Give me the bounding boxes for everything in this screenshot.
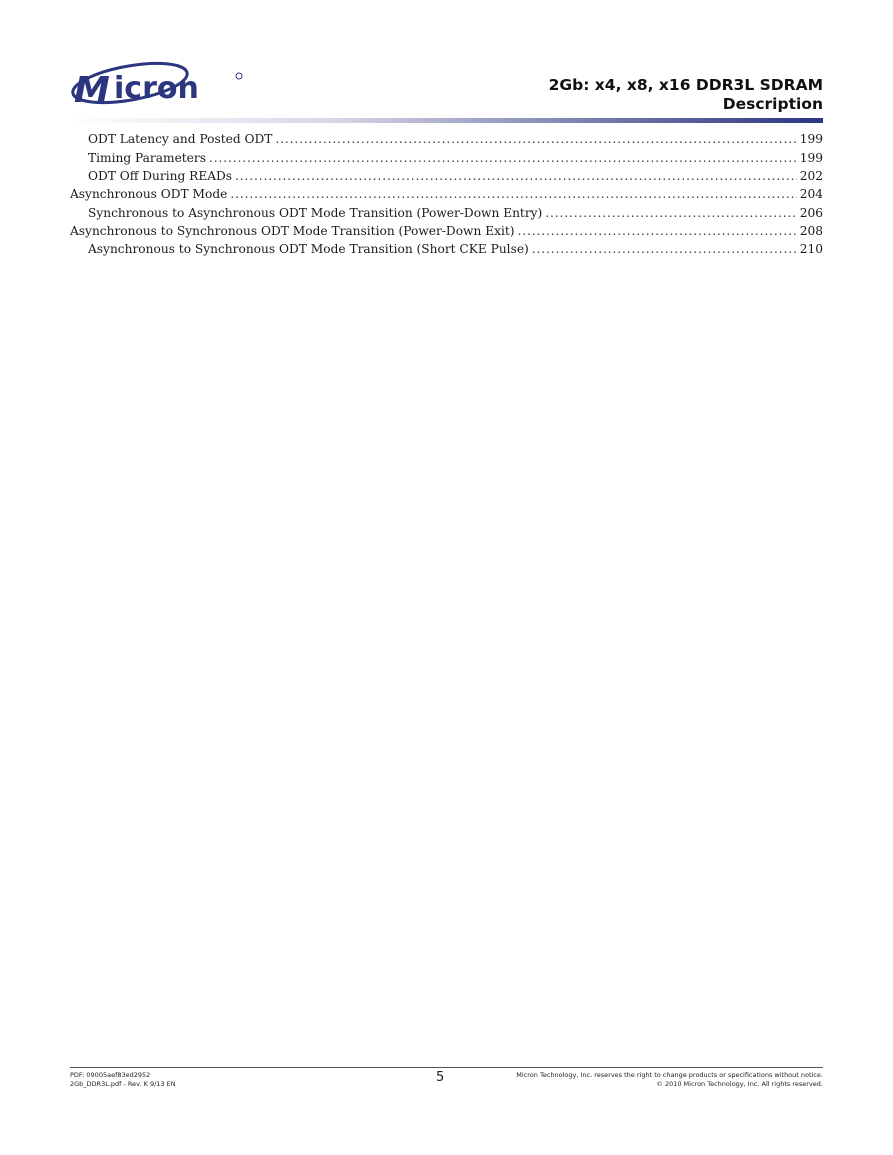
pdf-id: PDF: 09005aef83ed2952 xyxy=(70,1071,151,1079)
toc-entry[interactable] xyxy=(88,168,823,186)
dot-leader xyxy=(518,223,797,241)
toc-entry-title: Timing Parameters xyxy=(88,151,206,165)
header-rule xyxy=(70,118,823,123)
toc-entry-page: 199 xyxy=(799,151,823,165)
section-title: Description xyxy=(722,95,823,113)
toc-entry-page: 202 xyxy=(799,169,823,183)
dot-leader xyxy=(235,168,797,186)
dot-leader xyxy=(532,241,797,259)
svg-text:icron: icron xyxy=(114,71,199,106)
toc-entry-page: 199 xyxy=(799,132,823,146)
toc-entry[interactable] xyxy=(88,205,823,223)
footer-right xyxy=(516,1071,823,1088)
toc-entry-title: ODT Latency and Posted ODT xyxy=(88,132,273,146)
copyright-text: © 2010 Micron Technology, Inc. All rights reserved. xyxy=(656,1079,823,1088)
toc-entry[interactable] xyxy=(70,223,823,241)
toc-entry-title: Asynchronous to Synchronous ODT Mode Transition (Short CKE Pulse) xyxy=(88,242,529,256)
notice-text: Micron Technology, Inc. reserves the right to change products or specifications without notice. xyxy=(516,1071,823,1079)
document-title: 2Gb: x4, x8, x16 DDR3L SDRAM xyxy=(548,76,823,94)
footer-left xyxy=(70,1071,176,1088)
dot-leader xyxy=(545,205,796,223)
toc-entry[interactable] xyxy=(88,131,823,149)
toc-entry-page: 208 xyxy=(799,224,823,238)
toc-entry-page: 206 xyxy=(799,206,823,220)
toc-entry-title: Synchronous to Asynchronous ODT Mode Transition (Power-Down Entry) xyxy=(88,206,543,220)
svg-text:M: M xyxy=(74,70,110,111)
toc-entry[interactable] xyxy=(88,241,823,259)
dot-leader xyxy=(275,131,796,149)
footer-rule xyxy=(70,1067,823,1068)
toc-entry-page: 204 xyxy=(799,187,823,201)
dot-leader xyxy=(209,150,797,168)
document-header xyxy=(549,76,823,114)
micron-logo xyxy=(68,58,248,112)
toc-entry[interactable] xyxy=(88,150,823,168)
toc-entry[interactable] xyxy=(70,186,823,204)
page-number: 5 xyxy=(436,1070,445,1085)
toc-entry-title: Asynchronous ODT Mode xyxy=(70,187,228,201)
toc-entry-page: 210 xyxy=(799,242,823,256)
toc-entry-title: ODT Off During READs xyxy=(88,169,233,183)
file-revision: 2Gb_DDR3L.pdf - Rev. K 9/13 EN xyxy=(70,1079,176,1088)
toc-entry-title: Asynchronous to Synchronous ODT Mode Transition (Power-Down Exit) xyxy=(70,224,515,238)
dot-leader xyxy=(230,186,796,204)
